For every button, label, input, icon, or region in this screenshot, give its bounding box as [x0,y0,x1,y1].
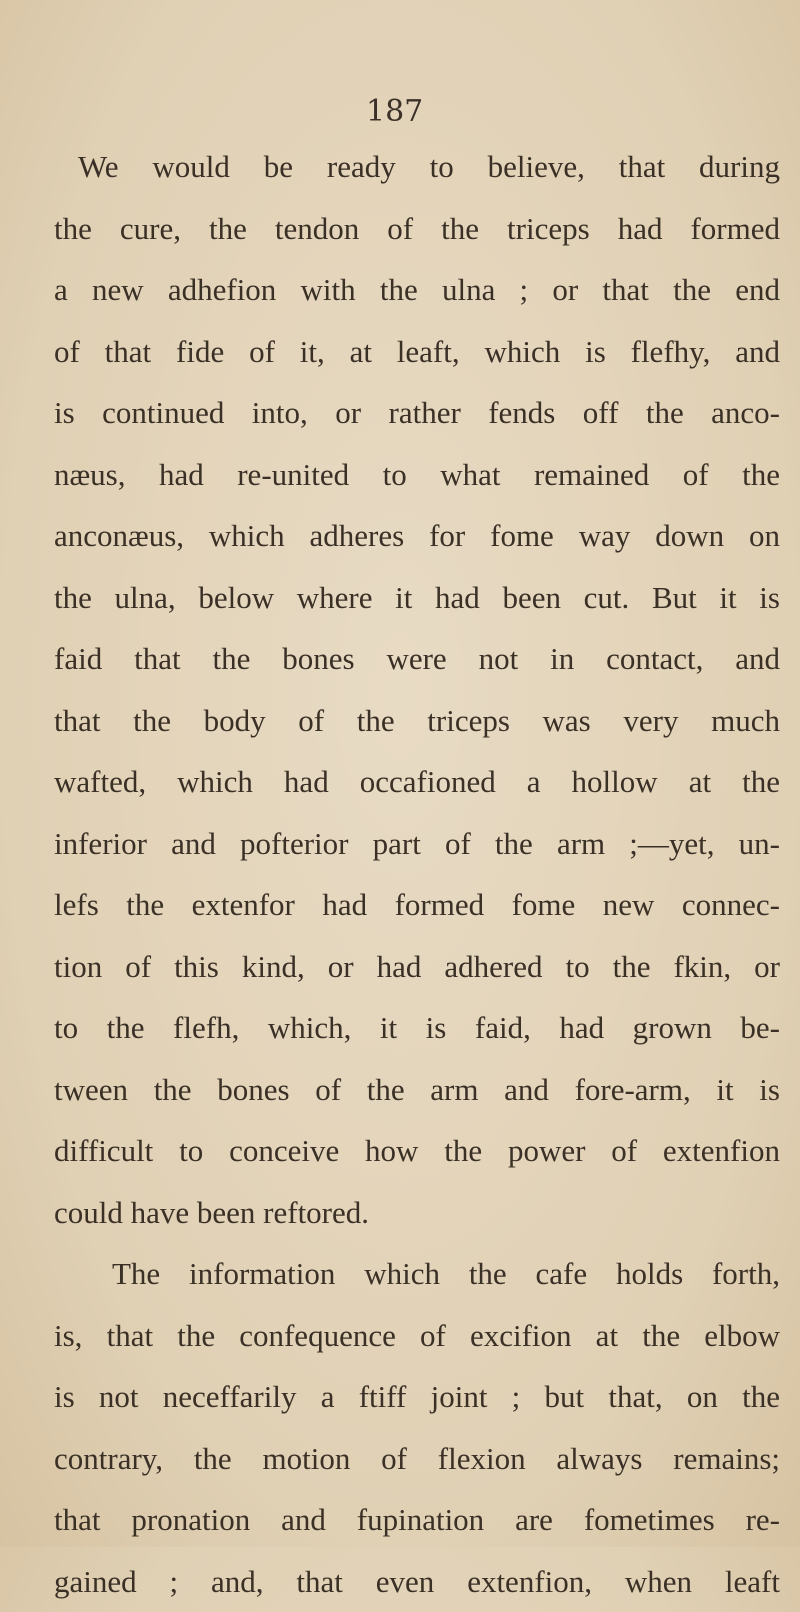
text-line: of that fide of it, at leaft, which is flefhy, and [54,321,780,383]
body-text [54,136,780,1612]
text-line: a new adhefion with the ulna ; or that the end [54,259,780,321]
text-line: to the flefh, which, it is faid, had grown be- [54,997,780,1059]
text-line: that the body of the triceps was very much [54,690,780,752]
text-line: gained ; and, that even extenfion, when leaft [54,1551,780,1612]
text-line: the ulna, below where it had been cut. But it is [54,567,780,629]
text-line: We would be ready to believe, that during [54,136,780,198]
text-line: wafted, which had occafioned a hollow at the [54,751,780,813]
text-line: difficult to conceive how the power of extenfion [54,1120,780,1182]
text-line: is continued into, or rather fends off the anco- [54,382,780,444]
text-line: inferior and pofterior part of the arm ;—yet, un- [54,813,780,875]
text-line: næus, had re-united to what remained of the [54,444,780,506]
text-line: tween the bones of the arm and fore-arm, it is [54,1059,780,1121]
text-line: is, that the confequence of excifion at the elbow [54,1305,780,1367]
text-line: The information which the cafe holds forth, [54,1243,780,1305]
page-number: 187 [366,94,423,129]
text-line: is not neceffarily a ftiff joint ; but that, on the [54,1366,780,1428]
text-line: the cure, the tendon of the triceps had formed [54,198,780,260]
text-line: anconæus, which adheres for fome way down on [54,505,780,567]
text-line: tion of this kind, or had adhered to the fkin, or [54,936,780,998]
text-line: could have been reftored. [54,1182,780,1244]
text-line: faid that the bones were not in contact, and [54,628,780,690]
text-line: contrary, the motion of flexion always remains; [54,1428,780,1490]
text-line: that pronation and fupination are fometimes re- [54,1489,780,1551]
text-line: lefs the extenfor had formed fome new connec- [54,874,780,936]
